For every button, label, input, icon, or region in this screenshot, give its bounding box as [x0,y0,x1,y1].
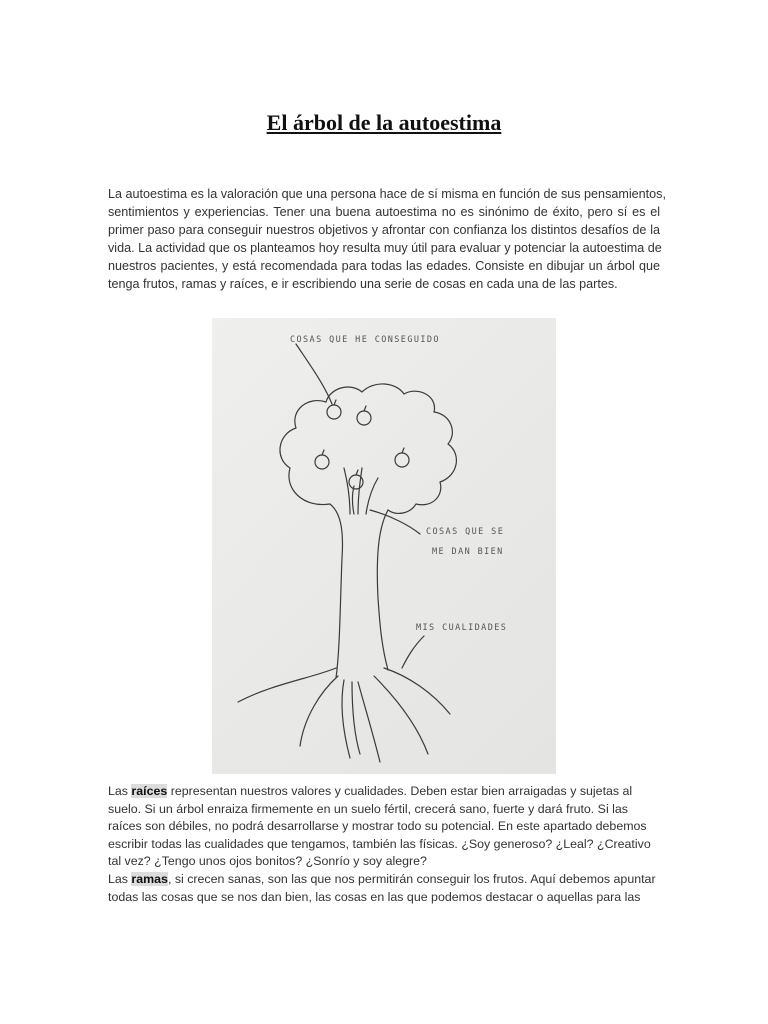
keyword-ramas: ramas [131,871,168,886]
intro-line: La autoestima es la valoración que una persona hace de sí misma en función de sus pensamientos, [108,187,666,201]
text-fragment: representan nuestros valores y cualidades. Deben estar bien arraigadas y sujetas al [167,784,633,798]
text-line [108,871,660,889]
text-line: suelo. Si un árbol enraiza firmemente en un suelo fértil, crecerá sano, fuerte y dará fruto. Si las [108,801,628,816]
tree-trunk-left [330,504,343,678]
tree-branch [366,478,378,514]
intro-line: nuestros pacientes, y está recomendada para todas las edades. Consiste en dibujar un árbol que [108,259,660,273]
pointer-fruits [296,344,332,404]
tree-trunk-right [377,510,388,670]
intro-line: primer paso para conseguir nuestros objetivos y afrontar con confianza los distintos desafíos de la [108,223,660,237]
tree-root [374,676,428,754]
tree-drawing-photo [212,318,556,774]
text-fragment: Las [108,784,132,798]
tree-root [358,682,380,762]
fruit [327,405,341,419]
fruit [395,453,409,467]
intro-line: tenga frutos, ramas y raíces, e ir escribiendo una serie de cosas en cada una de las partes. [108,277,618,291]
tree-branch [344,468,350,514]
intro-line: vida. La actividad que os planteamos hoy resulta muy útil para evaluar y potenciar la autoestima de [108,241,662,255]
text-line: tal vez? ¿Tengo unos ojos bonitos? ¿Sonrío y soy alegre? [108,854,427,869]
tree-root [342,680,350,758]
tree-root [238,668,336,702]
tree-branch [353,486,355,514]
label-roots: MIS CUALIDADES [416,623,508,633]
text-line: escribir todas las cualidades que tengamos, también las físicas. ¿Soy generoso? ¿Leal? ¿Creativo [108,836,651,851]
fruit [357,411,371,425]
text-fragment: Las [108,871,132,886]
label-branches-line2: ME DAN BIEN [432,547,504,557]
tree-root [384,668,450,714]
intro-paragraph [108,185,666,293]
label-fruits: COSAS QUE HE CONSEGUIDO [290,335,440,345]
keyword-raices: raíces [131,784,168,798]
label-branches-line1: COSAS QUE SE [426,527,505,537]
text-line: todas las cosas que se nos dan bien, las cosas en las que podemos destacar o aquellas para las [108,889,641,904]
intro-line: sentimientos y experiencias. Tener una buena autoestima no es sinónimo de éxito, pero sí es el [108,205,660,219]
text-line [108,783,660,801]
pointer-roots [402,636,424,668]
fruit [349,475,363,489]
tree-canopy [280,384,456,513]
text-line: raíces son débiles, no podrá desarrollarse y mostrar todo su potencial. En este apartado debemos [108,819,647,834]
tree-root [352,682,360,754]
tree-drawing [212,318,556,774]
fruit [315,455,329,469]
text-fragment: , si crecen sanas, son las que nos permitirán conseguir los frutos. Aquí debemos apuntar [167,871,656,886]
roots-branches-section [108,783,660,906]
tree-root [300,676,338,746]
page-title: El árbol de la autoestima [266,110,502,135]
